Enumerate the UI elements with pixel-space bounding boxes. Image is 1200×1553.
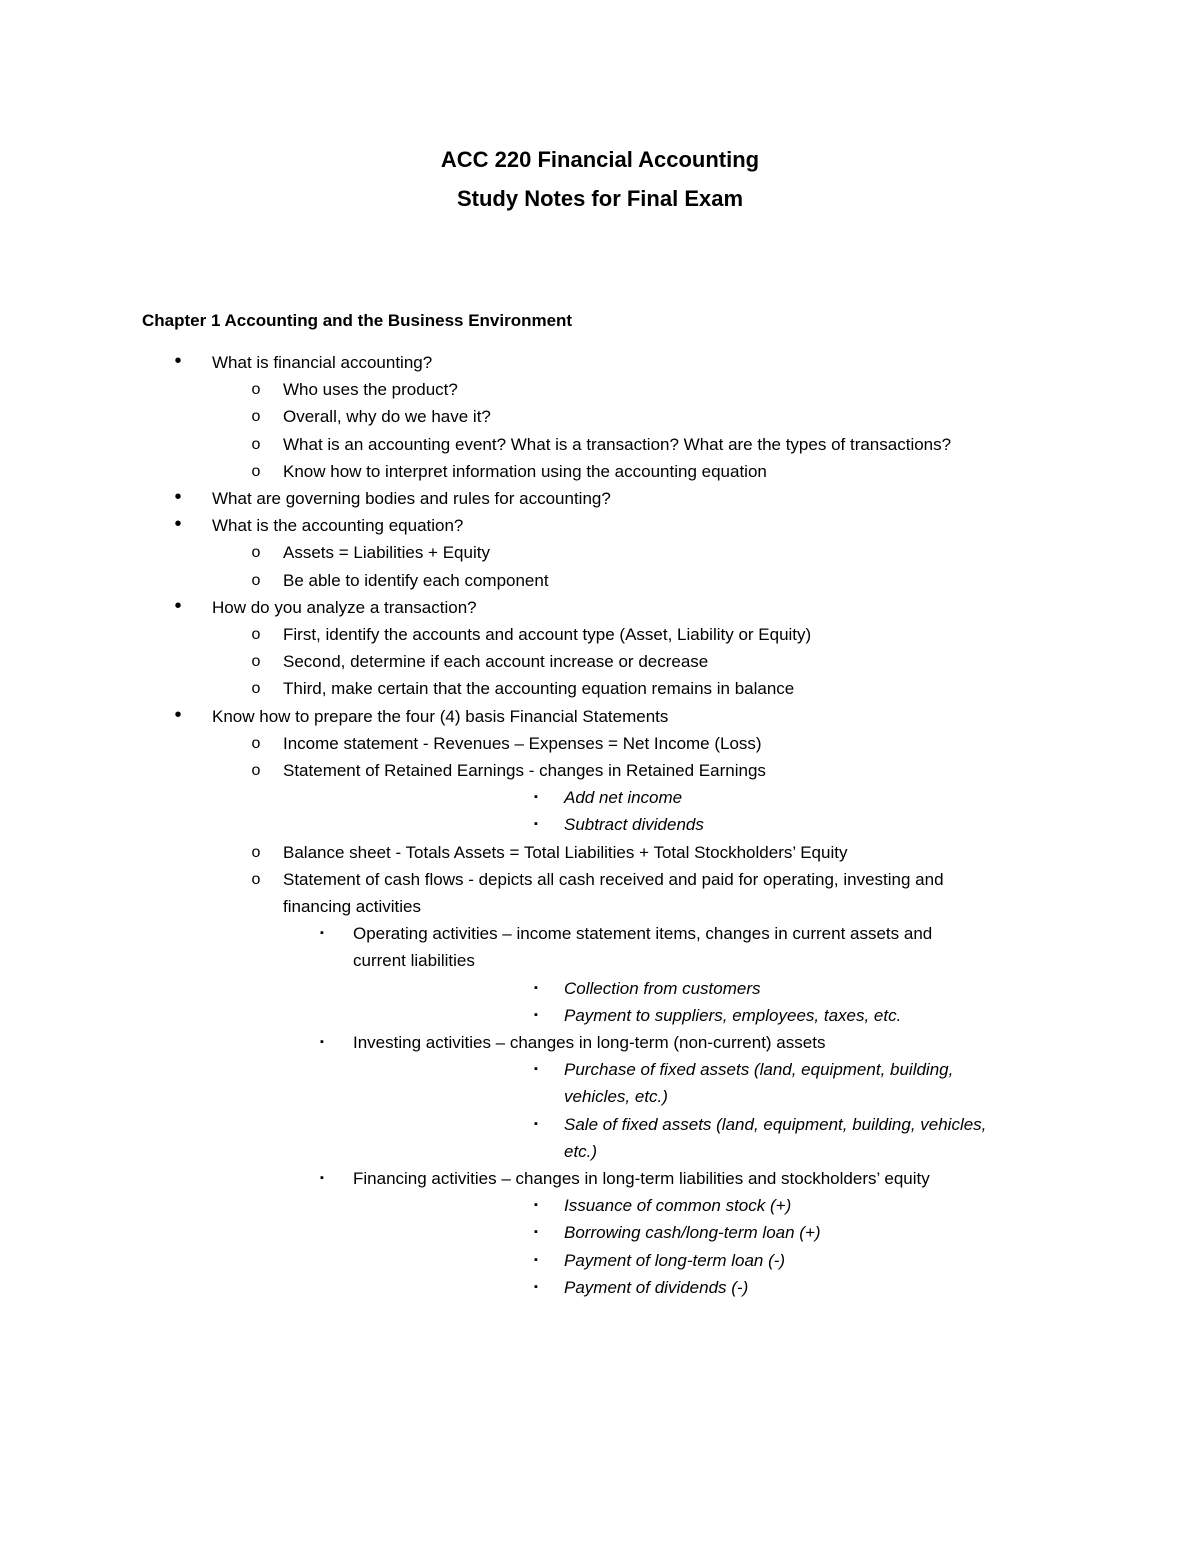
- outline-item-text: etc.): [564, 1141, 598, 1161]
- bullet-circle-icon: o: [251, 435, 261, 453]
- outline-item-text: Income statement - Revenues – Expenses = Net Income (Loss): [283, 733, 762, 753]
- outline-item-text: Subtract dividends: [564, 815, 704, 835]
- outline-item-text: First, identify the accounts and account type (Asset, Liability or Equity): [283, 625, 812, 644]
- bullet-square-icon: ▪: [534, 1226, 538, 1239]
- outline-item-text: What is an accounting event? What is a transaction? What are the types of transactions?: [283, 434, 952, 454]
- bullet-square-icon: ▪: [320, 1036, 324, 1048]
- outline-item-text: current liabilities: [353, 951, 475, 971]
- outline-item-text: Payment of long-term loan (-): [564, 1250, 786, 1270]
- bullet-circle-icon: o: [251, 571, 261, 589]
- bullet-circle-icon: o: [251, 381, 261, 399]
- outline-item-text: Payment of dividends (-): [564, 1277, 749, 1297]
- outline-item-text: Statement of cash flows - depicts all cash received and paid for operating, investing and: [283, 869, 944, 889]
- bullet-circle-icon: o: [251, 870, 261, 888]
- bullet-circle-icon: o: [251, 544, 261, 562]
- bullet-square-icon: ▪: [534, 818, 538, 831]
- bullet-circle-icon: o: [251, 843, 261, 861]
- bullet-circle-icon: o: [251, 734, 261, 752]
- outline-item-text: Collection from customers: [564, 978, 761, 998]
- outline-item-text: What is the accounting equation?: [212, 516, 464, 536]
- outline-item-text: Who uses the product?: [283, 380, 458, 400]
- outline-item-text: Investing activities – changes in long-term (non-current) assets: [353, 1033, 826, 1052]
- outline-item-text: Know how to prepare the four (4) basis Financial Statements: [212, 706, 669, 726]
- outline-item-text: Purchase of fixed assets (land, equipment, building,: [564, 1060, 954, 1080]
- outline-item-text: Know how to interpret information using the accounting equation: [283, 461, 767, 481]
- outline-item-text: Operating activities – income statement items, changes in current assets and: [353, 924, 933, 944]
- outline-item-text: What is financial accounting?: [212, 353, 433, 372]
- chapter-heading: Chapter 1 Accounting and the Business Environment: [142, 311, 573, 330]
- bullet-square-icon: ▪: [534, 1199, 538, 1212]
- bullet-circle-icon: o: [251, 762, 261, 779]
- outline-item-text: Assets = Liabilities + Equity: [283, 543, 490, 563]
- outline-item-text: Borrowing cash/long-term loan (+): [564, 1223, 821, 1243]
- bullet-square-icon: ▪: [534, 1117, 538, 1130]
- outline-item-text: Financing activities – changes in long-term liabilities and stockholders’ equity: [353, 1169, 930, 1188]
- outline-item-text: How do you analyze a transaction?: [212, 597, 477, 617]
- outline-item-text: Issuance of common stock (+): [564, 1196, 792, 1216]
- bullet-circle-icon: o: [251, 653, 261, 671]
- outline-item-text: Third, make certain that the accounting equation remains in balance: [283, 679, 795, 699]
- bullet-square-icon: ▪: [534, 1063, 538, 1076]
- bullet-circle-icon: o: [251, 680, 261, 698]
- document-subtitle: Study Notes for Final Exam: [456, 186, 744, 211]
- bullet-square-icon: ▪: [534, 1280, 538, 1293]
- outline-item-text: Payment to suppliers, employees, taxes, etc.: [564, 1005, 902, 1025]
- bullet-square-icon: ▪: [534, 791, 538, 804]
- outline-item-text: vehicles, etc.): [564, 1087, 668, 1107]
- bullet-circle-icon: o: [251, 408, 261, 426]
- document-title: ACC 220 Financial Accounting: [440, 147, 760, 172]
- outline-item-text: Balance sheet - Totals Assets = Total Liabilities + Total Stockholders’ Equity: [283, 842, 848, 862]
- bullet-square-icon: ▪: [534, 981, 538, 994]
- bullet-disc-icon: •: [174, 594, 182, 617]
- bullet-square-icon: ▪: [534, 1008, 538, 1021]
- outline-item-text: Overall, why do we have it?: [283, 407, 491, 427]
- outline-item-text: Sale of fixed assets (land, equipment, building, vehicles,: [564, 1114, 987, 1134]
- bullet-circle-icon: o: [251, 462, 261, 480]
- bullet-square-icon: ▪: [320, 1172, 324, 1184]
- bullet-circle-icon: o: [251, 626, 261, 643]
- bullet-square-icon: ▪: [320, 927, 324, 940]
- outline-item-text: Be able to identify each component: [283, 570, 549, 590]
- outline-item-text: Second, determine if each account increase or decrease: [283, 652, 709, 672]
- outline-item-text: Add net income: [564, 788, 683, 808]
- bullet-disc-icon: •: [174, 513, 182, 536]
- bullet-square-icon: ▪: [534, 1253, 538, 1266]
- bullet-disc-icon: •: [174, 703, 182, 726]
- bullet-disc-icon: •: [174, 350, 182, 372]
- outline-item-text: Statement of Retained Earnings - changes in Retained Earnings: [283, 761, 766, 780]
- outline-item-text: financing activities: [283, 897, 421, 916]
- bullet-disc-icon: •: [174, 486, 182, 508]
- outline-item-text: What are governing bodies and rules for accounting?: [212, 489, 611, 508]
